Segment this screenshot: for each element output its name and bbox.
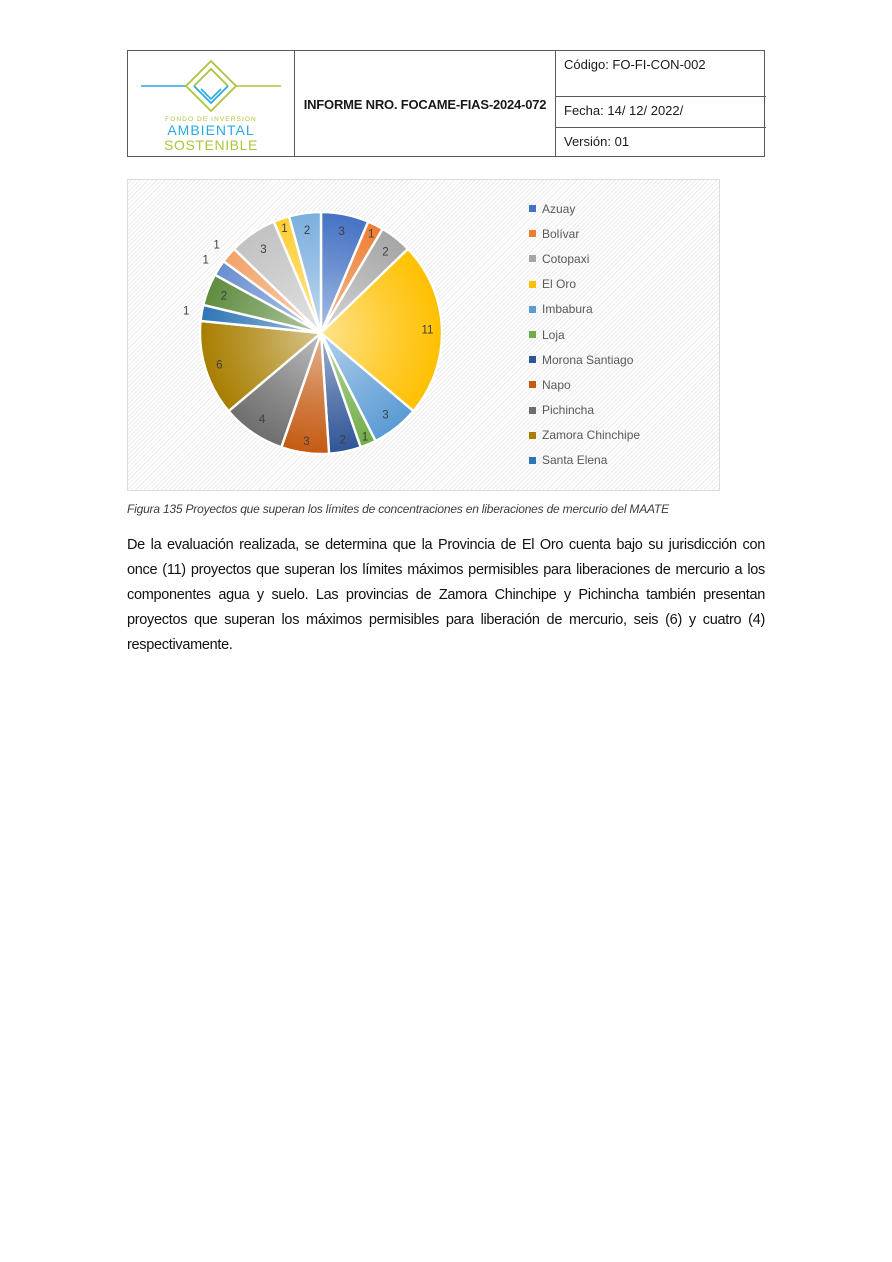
legend-item-loja bbox=[529, 322, 640, 347]
slice-value-label: 1 bbox=[213, 239, 220, 252]
meta-row-fecha: Fecha: 14/ 12/ 2022/ bbox=[556, 96, 766, 127]
legend-item-cotopaxi bbox=[529, 246, 640, 271]
report-title: INFORME NRO. FOCAME-FIAS-2024-072 bbox=[303, 96, 547, 112]
slice-value-label: 2 bbox=[220, 290, 228, 303]
legend-marker bbox=[529, 331, 536, 338]
header-table bbox=[127, 50, 765, 157]
slice-value-label: 1 bbox=[202, 254, 209, 267]
slice-value-label: 3 bbox=[338, 226, 345, 239]
figure-caption: Figura 135 Proyectos que superan los límites de concentraciones en liberaciones de mercurio del MAATE bbox=[127, 502, 669, 516]
legend-marker bbox=[529, 457, 536, 464]
meta-cell bbox=[555, 51, 766, 157]
legend-marker bbox=[529, 432, 536, 439]
report-title-cell bbox=[294, 51, 555, 157]
slice-value-label: 1 bbox=[361, 431, 369, 444]
logo-subtitle: FONDO DE INVERSION bbox=[165, 116, 257, 123]
legend-marker bbox=[529, 281, 536, 288]
legend-marker bbox=[529, 381, 536, 388]
meta-row-version: Versión: 01 bbox=[556, 127, 766, 157]
logo-title-sostenible: SOSTENIBLE bbox=[164, 137, 258, 153]
slice-value-label: 2 bbox=[339, 434, 346, 447]
legend-item-azuay bbox=[529, 196, 640, 221]
slice-value-label: 1 bbox=[182, 305, 190, 318]
legend-marker bbox=[529, 356, 536, 363]
logo-title-ambiental: AMBIENTAL bbox=[167, 122, 255, 138]
legend-marker bbox=[529, 230, 536, 237]
meta-row-codigo: Código: FO-FI-CON-002 bbox=[564, 57, 706, 72]
legend-item-imbabura bbox=[529, 297, 640, 322]
slice-value-label: 6 bbox=[216, 359, 223, 372]
legend-label: Loja bbox=[542, 327, 565, 342]
legend-label: Imbabura bbox=[542, 302, 593, 317]
logo-cell bbox=[128, 51, 294, 157]
slice-value-label: 1 bbox=[368, 228, 375, 241]
legend-marker bbox=[529, 306, 536, 313]
slice-value-label: 3 bbox=[303, 435, 310, 448]
slice-value-label: 2 bbox=[303, 224, 311, 237]
slice-value-label: 4 bbox=[258, 413, 266, 426]
legend-label: Cotopaxi bbox=[542, 251, 590, 266]
body-paragraph: De la evaluación realizada, se determina que la Provincia de El Oro cuenta bajo su jurisdicción con once (11) proyectos que superan los límites máximos permisibles para liberaciones de mercurio a los componentes agua y suelo. Las provincias de Zamora Chinchipe y Pichincha también presentan proyectos que superan los máximos permisibles para liberación de mercurio, seis (6) y cuatro (4) respectivamente. bbox=[127, 537, 765, 653]
legend-item-santa-elena bbox=[529, 448, 640, 473]
legend-marker bbox=[529, 205, 536, 212]
legend-label: Napo bbox=[542, 377, 571, 392]
slice-value-label: 3 bbox=[382, 409, 389, 422]
legend-item-morona-santiago bbox=[529, 347, 640, 372]
pie-shine-overlay bbox=[200, 212, 442, 454]
legend-marker bbox=[529, 255, 536, 262]
slice-value-label: 2 bbox=[382, 246, 389, 259]
legend-label: Santa Elena bbox=[542, 453, 608, 468]
legend-item-zamora-chinchipe bbox=[529, 423, 640, 448]
legend-label: Zamora Chinchipe bbox=[542, 428, 641, 443]
fias-logo-diamond-icon bbox=[131, 57, 291, 115]
slice-value-label: 1 bbox=[281, 222, 288, 235]
legend-label: El Oro bbox=[542, 277, 577, 292]
legend-item-el-oro bbox=[529, 272, 640, 297]
legend-marker bbox=[529, 407, 536, 414]
legend-label: Bolívar bbox=[542, 226, 580, 241]
slice-value-label: 11 bbox=[421, 324, 434, 337]
legend-item-pichincha bbox=[529, 398, 640, 423]
mercury-projects-pie-chart bbox=[127, 179, 720, 491]
slice-value-label: 3 bbox=[260, 244, 267, 257]
chart-legend bbox=[529, 196, 640, 473]
legend-label: Pichincha bbox=[542, 403, 595, 418]
legend-item-bolívar bbox=[529, 221, 640, 246]
legend-label: Morona Santiago bbox=[542, 352, 634, 367]
legend-label: Azuay bbox=[542, 201, 576, 216]
legend-item-napo bbox=[529, 372, 640, 397]
